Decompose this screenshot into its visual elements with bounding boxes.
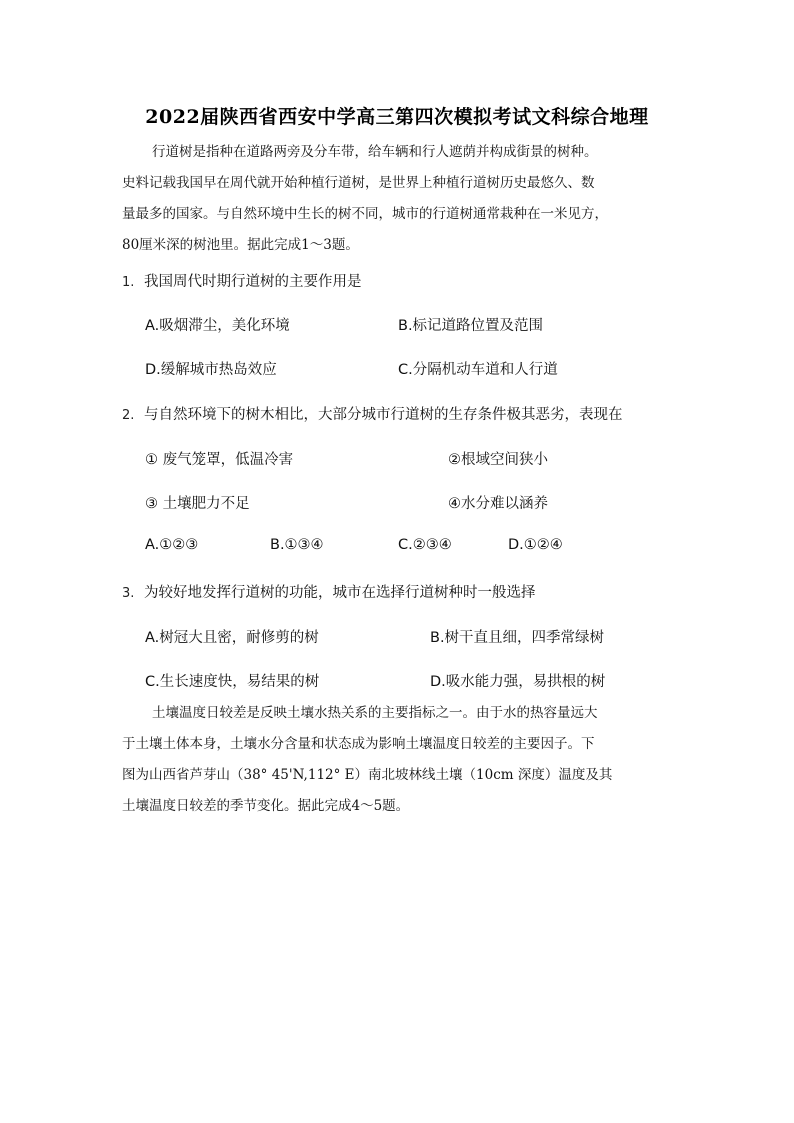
- passage-1-line: 史料记载我国早在周代就开始种植行道树，是世界上种植行道树历史最悠久、数: [122, 175, 595, 191]
- question-number: 1.: [122, 275, 135, 290]
- passage-2-line: 土壤温度日较差是反映土壤水热关系的主要指标之一。由于水的热容量远大: [152, 705, 598, 721]
- passage-2-line: 图为山西省芦芽山（38° 45'N,112° E）南北坡林线土壤（10cm 深度）温度及其: [122, 767, 613, 783]
- passage-1: [122, 137, 678, 261]
- q1-option-d: D.缓解城市热岛效应: [145, 362, 277, 378]
- passage-1-line: 80厘米深的树池里。据此完成1～3题。: [122, 237, 359, 253]
- q2-statement-3: ③ 土壤肥力不足: [145, 496, 250, 512]
- q1-option-b: B.标记道路位置及范围: [398, 318, 544, 334]
- q1-option-a: A.吸烟滞尘，美化环境: [145, 318, 290, 334]
- page-title: 2022届陕西省西安中学高三第四次模拟考试文科综合地理: [145, 106, 649, 128]
- q2-statement-1: ① 废气笼罩，低温冷害: [145, 452, 294, 468]
- question-stem: 为较好地发挥行道树的功能，城市在选择行道树种时一般选择: [144, 585, 536, 601]
- q3-option-a: A.树冠大且密，耐修剪的树: [145, 630, 319, 646]
- question-3: [122, 581, 682, 602]
- q3-option-b: B.树干直且细，四季常绿树: [430, 630, 605, 646]
- question-number: 2.: [122, 408, 135, 423]
- question-2: [122, 403, 682, 424]
- passage-1-line: 行道树是指种在道路两旁及分车带，给车辆和行人遮荫并构成街景的树种。: [152, 144, 598, 160]
- q2-option-b: B.①③④: [270, 537, 324, 553]
- q3-option-d: D.吸水能力强，易拱根的树: [430, 674, 606, 690]
- passage-2-line: 土壤温度日较差的季节变化。据此完成4～5题。: [122, 798, 410, 814]
- q2-option-a: A.①②③: [145, 537, 199, 553]
- q3-option-c: C.生长速度快，易结果的树: [145, 674, 320, 690]
- passage-2-line: 于土壤土体本身，土壤水分含量和状态成为影响土壤温度日较差的主要因子。下: [122, 736, 595, 752]
- passage-1-line: 量最多的国家。与自然环境中生长的树不同，城市的行道树通常栽种在一米见方，: [122, 206, 608, 222]
- q2-statement-4: ④水分难以涵养: [448, 496, 548, 512]
- question-number: 3.: [122, 586, 135, 601]
- q1-option-c: C.分隔机动车道和人行道: [398, 362, 558, 378]
- question-stem: 与自然环境下的树木相比，大部分城市行道树的生存条件极其恶劣，表现在: [144, 407, 623, 423]
- question-1: [122, 270, 682, 291]
- q2-statement-2: ②根域空间狭小: [448, 452, 548, 468]
- passage-2: [122, 698, 678, 822]
- question-stem: 我国周代时期行道树的主要作用是: [144, 274, 362, 290]
- q2-option-d: D.①②④: [508, 537, 563, 553]
- q2-option-c: C.②③④: [398, 537, 452, 553]
